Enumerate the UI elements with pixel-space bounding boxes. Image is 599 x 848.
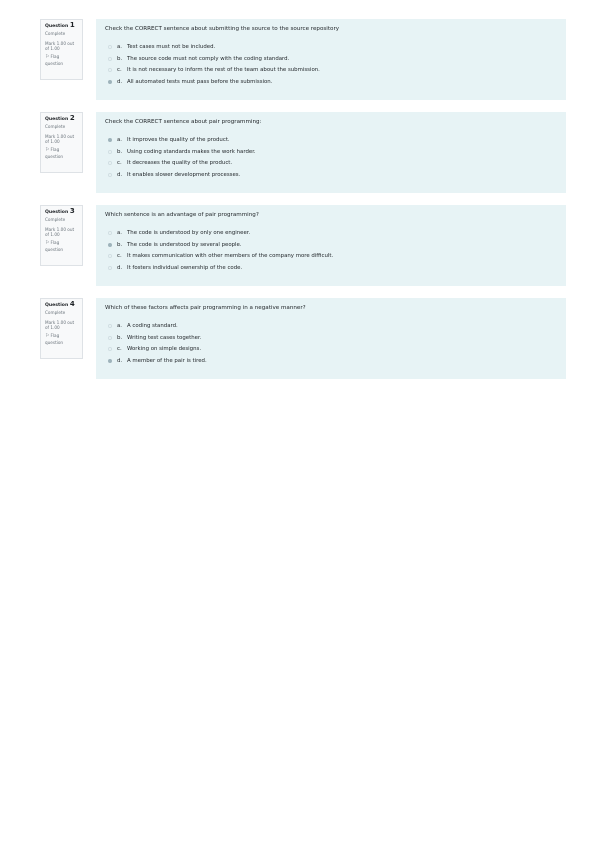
answer-option[interactable]: b. Writing test cases together. <box>105 332 557 344</box>
question-text: Which of these factors affects pair programming in a negative manner? <box>105 305 306 311</box>
question-grade: Mark 1.00 out of 1.00 <box>45 40 75 52</box>
answer-list <box>105 227 557 274</box>
answer-option[interactable]: c. It makes communication with other members of the company more difficult. <box>105 250 557 262</box>
question-content <box>96 205 566 286</box>
question-state: Complete <box>45 123 66 129</box>
question-info <box>40 298 83 359</box>
radio-button[interactable] <box>108 347 112 351</box>
radio-button[interactable] <box>108 80 112 84</box>
answer-list <box>105 41 557 88</box>
radio-button[interactable] <box>108 161 112 165</box>
radio-button[interactable] <box>108 57 112 61</box>
flag-question-link[interactable]: ⚐Flag question <box>45 240 64 252</box>
answer-option[interactable]: c. It decreases the quality of the product. <box>105 157 557 169</box>
answer-option[interactable]: b. The source code must not comply with the coding standard. <box>105 53 557 65</box>
question-number: Question 4 <box>45 300 75 308</box>
flag-icon: ⚐ <box>45 333 50 340</box>
radio-button[interactable] <box>108 359 112 363</box>
radio-button[interactable] <box>108 336 112 340</box>
answer-list <box>105 320 557 367</box>
answer-option[interactable]: d. All automated tests must pass before the submission. <box>105 76 557 88</box>
radio-button[interactable] <box>108 173 112 177</box>
radio-button[interactable] <box>108 150 112 154</box>
question-info <box>40 112 83 173</box>
question-grade: Mark 1.00 out of 1.00 <box>45 319 75 331</box>
question-info <box>40 205 83 266</box>
question-state: Complete <box>45 216 66 222</box>
question-content <box>96 19 566 100</box>
radio-button[interactable] <box>108 45 112 49</box>
flag-question-link[interactable]: ⚐Flag question <box>45 147 64 159</box>
answer-option[interactable]: d. It fosters individual ownership of the code. <box>105 262 557 274</box>
question-content <box>96 298 566 379</box>
answer-option[interactable]: c. It is not necessary to inform the rest of the team about the submission. <box>105 64 557 76</box>
answer-option[interactable]: a. It improves the quality of the product. <box>105 134 557 146</box>
question-text: Which sentence is an advantage of pair programming? <box>105 212 259 218</box>
flag-question-link[interactable]: ⚐Flag question <box>45 54 64 66</box>
answer-option[interactable]: b. The code is understood by several people. <box>105 239 557 251</box>
question-grade: Mark 1.00 out of 1.00 <box>45 133 75 145</box>
radio-button[interactable] <box>108 266 112 270</box>
radio-button[interactable] <box>108 254 112 258</box>
flag-icon: ⚐ <box>45 240 50 247</box>
flag-icon: ⚐ <box>45 147 50 154</box>
answer-option[interactable]: d. It enables slower development processes. <box>105 169 557 181</box>
radio-button[interactable] <box>108 243 112 247</box>
answer-list <box>105 134 557 181</box>
question-state: Complete <box>45 30 66 36</box>
question-text: Check the CORRECT sentence about submitting the source to the source repository <box>105 26 340 32</box>
radio-button[interactable] <box>108 324 112 328</box>
question-info <box>40 19 83 80</box>
answer-option[interactable]: a. Test cases must not be included. <box>105 41 557 53</box>
question-grade: Mark 1.00 out of 1.00 <box>45 226 75 238</box>
flag-icon: ⚐ <box>45 54 50 61</box>
question-number: Question 3 <box>45 207 75 215</box>
answer-option[interactable]: c. Working on simple designs. <box>105 343 557 355</box>
flag-question-link[interactable]: ⚐Flag question <box>45 333 64 345</box>
question-number: Question 1 <box>45 21 75 29</box>
answer-option[interactable]: d. A member of the pair is tired. <box>105 355 557 367</box>
answer-option[interactable]: a. A coding standard. <box>105 320 557 332</box>
answer-option[interactable]: a. The code is understood by only one engineer. <box>105 227 557 239</box>
radio-button[interactable] <box>108 231 112 235</box>
radio-button[interactable] <box>108 138 112 142</box>
question-content <box>96 112 566 193</box>
question-text: Check the CORRECT sentence about pair programming: <box>105 119 262 125</box>
question-number: Question 2 <box>45 114 75 122</box>
answer-option[interactable]: b. Using coding standards makes the work harder. <box>105 146 557 158</box>
radio-button[interactable] <box>108 68 112 72</box>
question-state: Complete <box>45 309 66 315</box>
